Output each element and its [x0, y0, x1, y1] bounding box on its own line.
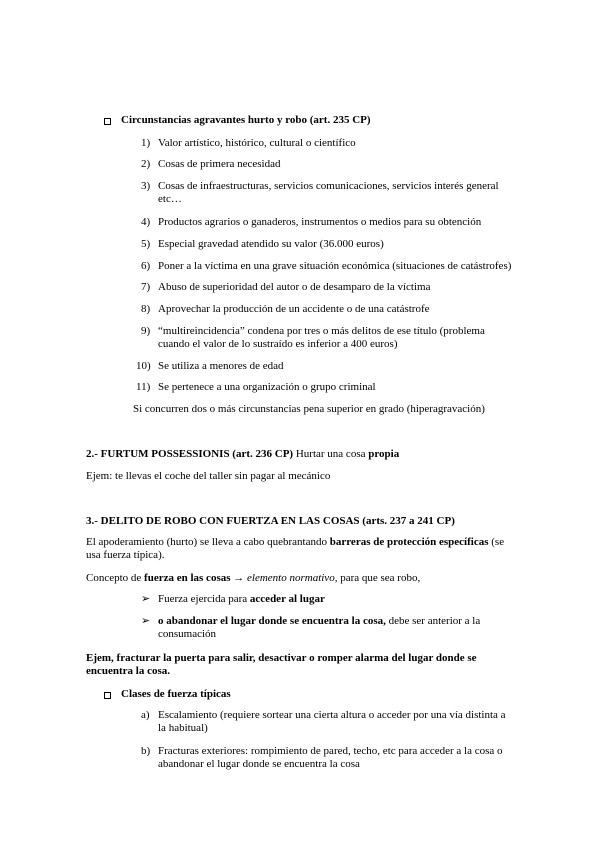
list-number: 4) — [141, 216, 151, 228]
list-item: Productos agrarios o ganaderos, instrumentos o medios para su obtención — [158, 216, 482, 228]
list-number: 3) — [141, 180, 151, 192]
bullet-emphasis: o abandonar el lugar donde se encuentra la cosa, — [158, 615, 386, 627]
bullet-text: Fuerza ejercida para — [158, 593, 250, 605]
clases-item-continuation: abandonar el lugar donde se encuentra la cosa — [158, 758, 360, 770]
checkbox-bullet-icon — [104, 692, 111, 699]
list-letter: b) — [141, 745, 151, 757]
list-number: 1) — [141, 137, 151, 149]
arrow-bullet-icon: ➢ — [141, 615, 151, 627]
list-number: 5) — [141, 238, 151, 250]
clases-item-continuation: la habitual) — [158, 722, 208, 734]
section-3-paragraph-line2: usa fuerza típica). — [86, 549, 165, 561]
list-number: 10) — [136, 360, 151, 372]
section-3-heading: 3.- DELITO DE ROBO CON FUERTZA EN LAS COSAS (arts. 237 a 241 CP) — [86, 515, 455, 527]
right-arrow-icon: → — [230, 572, 248, 584]
list-item-continuation: etc… — [158, 193, 182, 205]
list-item: Cosas de infraestructuras, servicios comunicaciones, servicios interés general — [158, 180, 499, 192]
concept-line — [86, 572, 420, 585]
list-item: Cosas de primera necesidad — [158, 158, 281, 170]
list-item: Se utiliza a menores de edad — [158, 360, 284, 372]
list-item: Valor artístico, histórico, cultural o científico — [158, 137, 356, 149]
section-2-title-tail: Hurtar una cosa — [293, 448, 369, 460]
section-2-example: Ejem: te llevas el coche del taller sin pagar al mecánico — [86, 470, 331, 482]
list-letter: a) — [141, 709, 150, 721]
bullet-item — [158, 593, 325, 606]
section-title-agravantes: Circunstancias agravantes hurto y robo (art. 235 CP) — [121, 114, 371, 126]
list-item: Se pertenece a una organización o grupo criminal — [158, 381, 376, 393]
bullet-text: debe ser anterior a la — [385, 615, 481, 627]
list-item: Especial gravedad atendido su valor (36.000 euros) — [158, 238, 384, 250]
list-number: 11) — [136, 381, 151, 393]
section-3-example: Ejem, fracturar la puerta para salir, desactivar o romper alarma del lugar donde se — [86, 652, 477, 664]
list-number: 2) — [141, 158, 151, 170]
section-2-title-emphasis: propia — [368, 448, 400, 460]
list-item: Poner a la víctima en una grave situación económica (situaciones de catástrofes) — [158, 260, 512, 272]
clases-item: Fracturas exteriores: rompimiento de pared, techo, etc para acceder a la cosa o — [158, 745, 503, 757]
list-number: 7) — [141, 281, 151, 293]
list-item: “multireincidencia” condena por tres o más delitos de ese título (problema — [158, 325, 485, 337]
clases-title: Clases de fuerza típicas — [121, 688, 231, 700]
section-2-title: 2.- FURTUM POSSESSIONIS (art. 236 CP) — [86, 448, 294, 460]
concept-text: para que sea robo, — [337, 572, 421, 584]
section-3-paragraph — [86, 536, 514, 549]
checkbox-bullet-icon — [104, 118, 111, 125]
concept-emphasis: fuerza en las cosas — [144, 572, 231, 584]
list-number: 6) — [141, 260, 151, 272]
agravantes-note: Si concurren dos o más circunstancias pena superior en grado (hiperagravación) — [133, 403, 485, 415]
list-number: 8) — [141, 303, 151, 315]
list-item: Aprovechar la producción de un accidente o de una catástrofe — [158, 303, 430, 315]
list-item: Abuso de superioridad del autor o de desamparo de la víctima — [158, 281, 431, 293]
section-3-example-line2: encuentra la cosa. — [86, 665, 171, 677]
list-item-continuation: cuando el valor de lo sustraído es inferior a 400 euros) — [158, 338, 398, 350]
clases-item: Escalamiento (requiere sortear una cierta altura o acceder por una vía distinta a — [158, 709, 506, 721]
bullet-item — [158, 615, 514, 628]
bullet-emphasis: acceder al lugar — [249, 593, 325, 605]
paragraph-text: El apoderamiento (hurto) se lleva a cabo quebrantando — [86, 536, 330, 548]
paragraph-emphasis: barreras de protección específicas — [329, 536, 489, 548]
list-number: 9) — [141, 325, 151, 337]
paragraph-text: (se — [488, 536, 505, 548]
concept-italic: elemento normativo, — [247, 572, 338, 584]
concept-text: Concepto de — [86, 572, 145, 584]
section-2-heading — [86, 448, 399, 461]
arrow-bullet-icon: ➢ — [141, 593, 151, 605]
bullet-item-continuation: consumación — [158, 628, 217, 640]
